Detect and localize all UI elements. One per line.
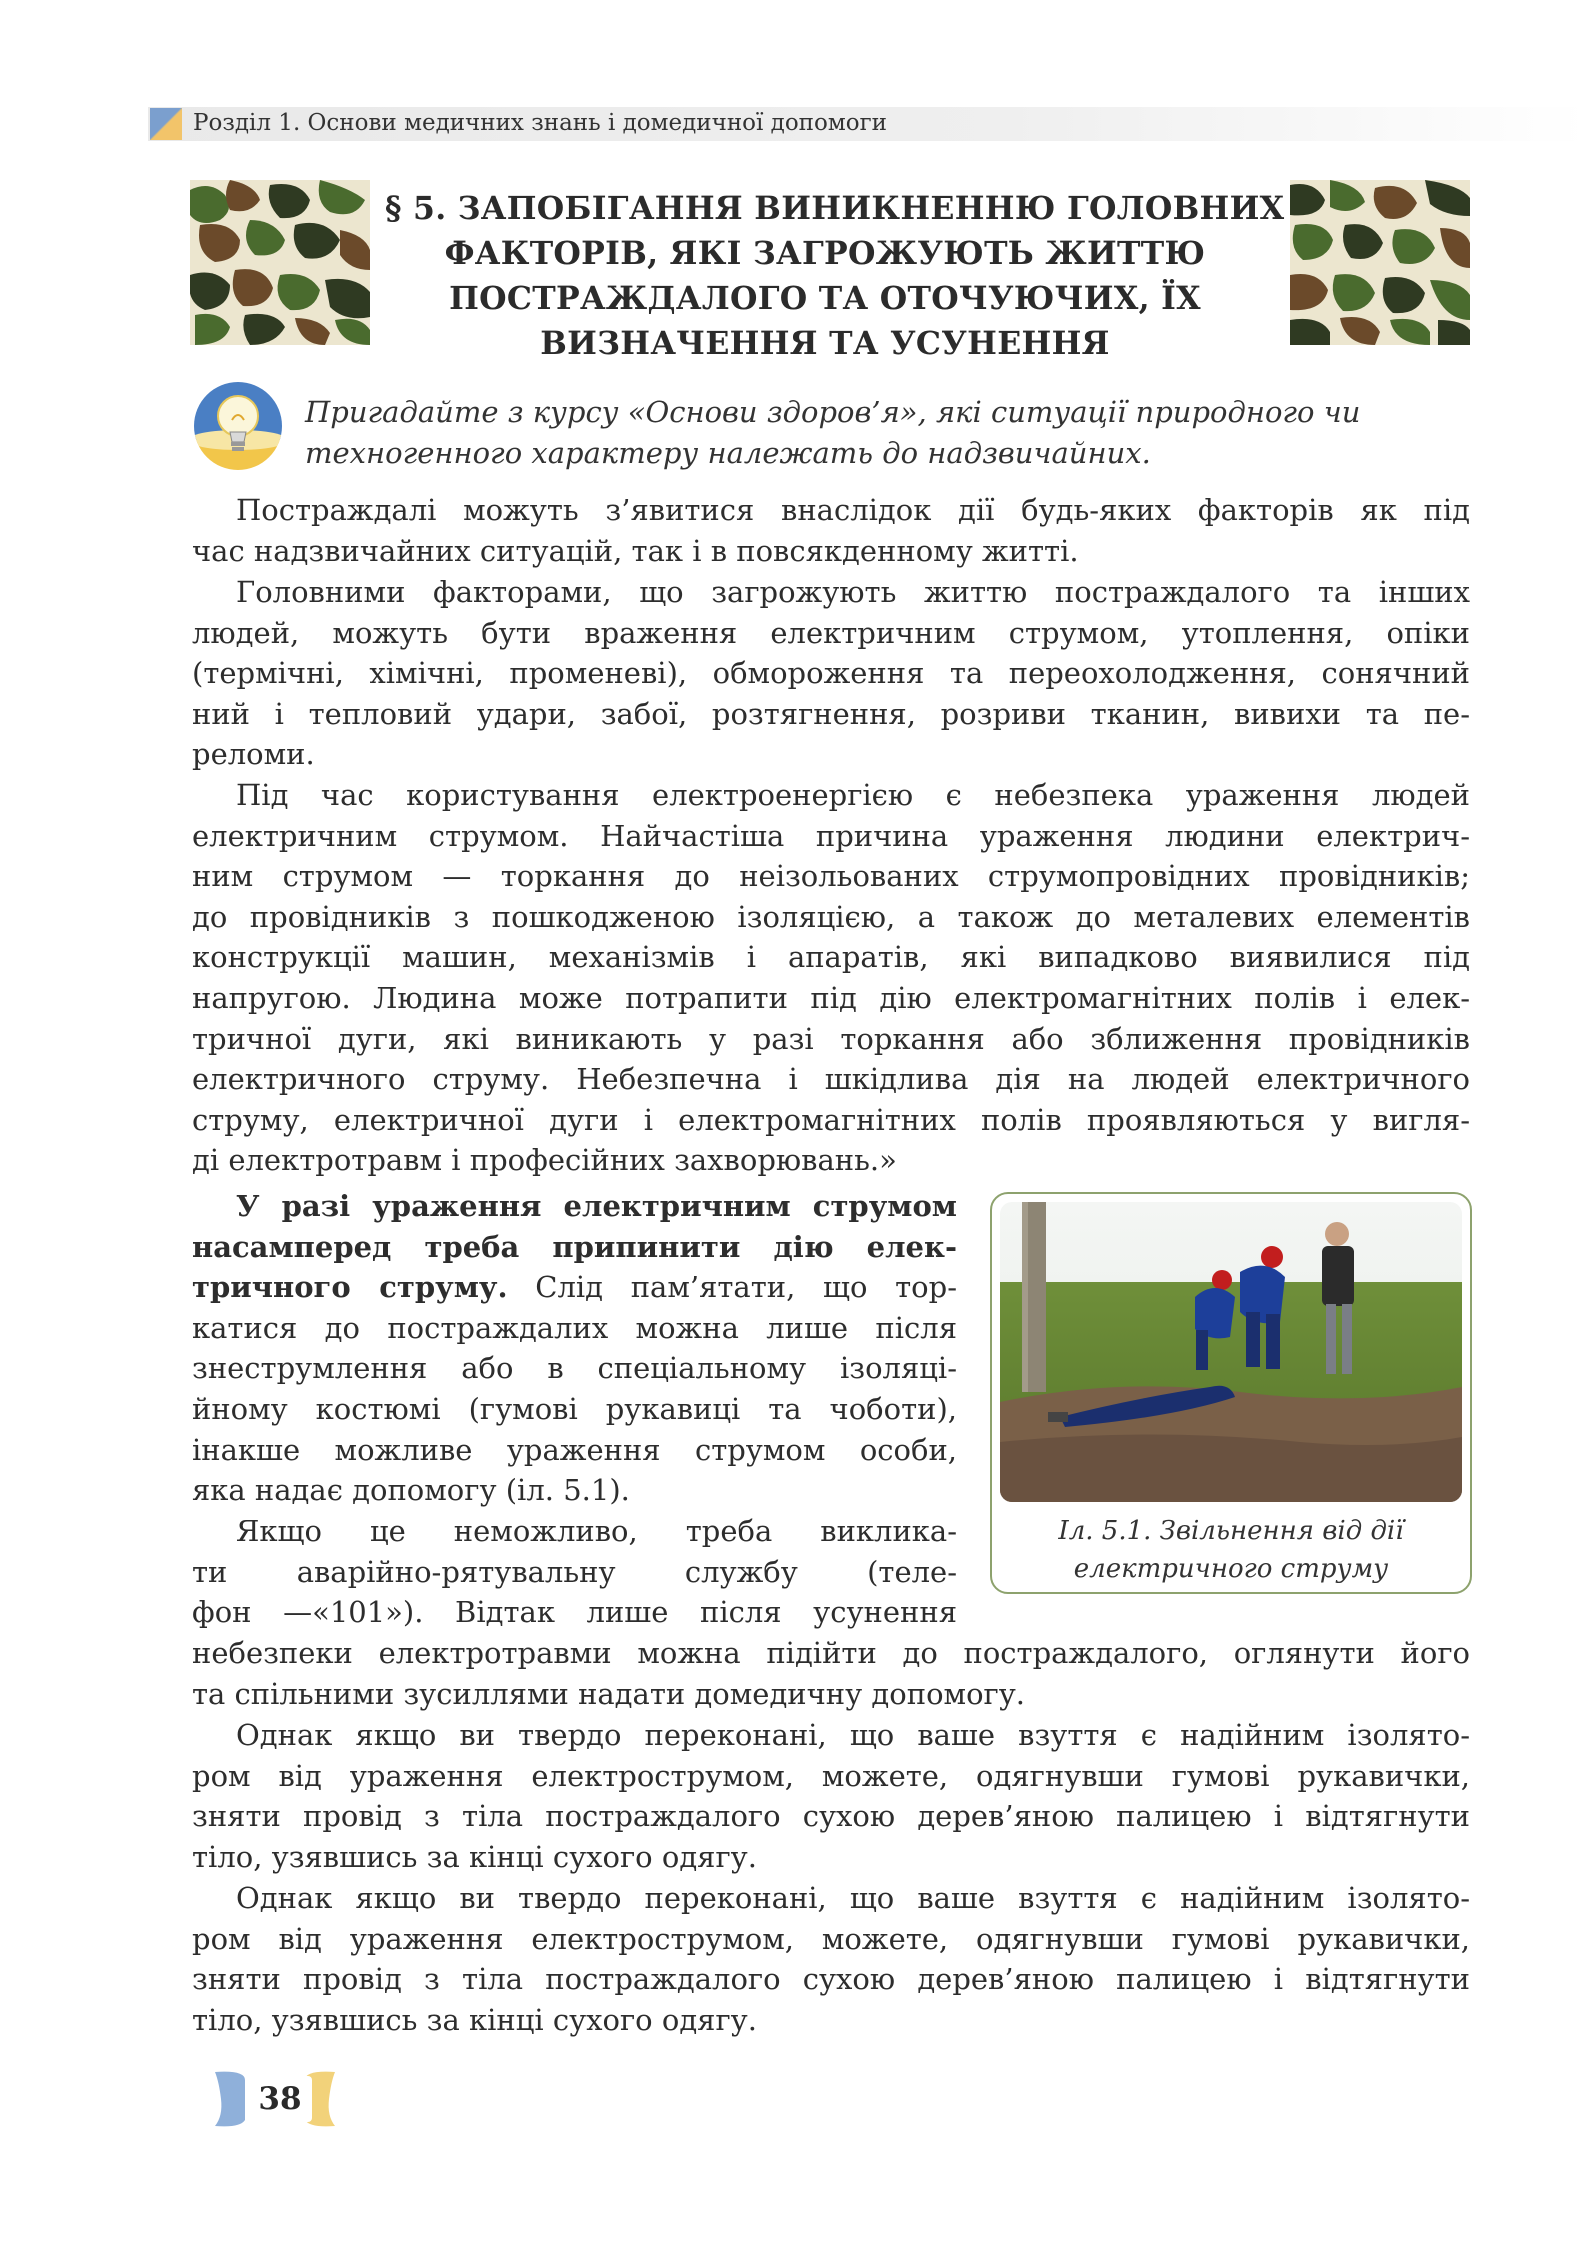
- text-line: катися до постраждалих можна лише після: [192, 1310, 957, 1345]
- text-line: зняти провід з тіла постраждалого сухою дерев’яною палицею і відтягнути: [192, 1962, 1470, 1997]
- bold-text: У разі ураження електричним струмом: [236, 1189, 957, 1223]
- recall-line: Пригадайте з курсу «Основи здоров’я», які ситуації природного чи: [305, 395, 1361, 429]
- paragraph-5-narrow: [192, 1511, 957, 1633]
- text-line: яка надає допомогу (іл. 5.1).: [192, 1473, 630, 1508]
- text-line: знеструмлення або в спеціальному ізоляці-: [192, 1351, 957, 1386]
- text-line: [192, 1186, 957, 1227]
- text-line: ти аварійно-рятувальну службу (теле-: [192, 1554, 957, 1589]
- caption-line: електричного струму: [1073, 1554, 1389, 1584]
- paragraph-7: [192, 1878, 1470, 2040]
- text-line: тіло, узявшись за кінці сухого одягу.: [192, 2002, 757, 2037]
- text-line: електричним струмом. Найчастіша причина ураження людини електрич-: [192, 818, 1470, 853]
- text-line: ром від ураження електрострумом, можете, одягнувши гумові рукавички,: [192, 1758, 1470, 1793]
- text-line: людей, можуть бути враження електричним струмом, утоплення, опіки: [192, 615, 1470, 650]
- page-number: 38: [248, 2076, 312, 2122]
- text-line: час надзвичайних ситуацій, так і в повсякденному житті.: [192, 533, 1079, 568]
- text-line: йному костюмі (гумові рукавиці та чоботи),: [192, 1391, 957, 1426]
- recall-prompt: [305, 392, 1470, 474]
- rescue-training-photo: [1000, 1202, 1462, 1502]
- text-line: інакше можливе ураження струмом особи,: [192, 1432, 957, 1467]
- figure-caption: [992, 1512, 1470, 1588]
- text-line: (термічні, хімічні, променеві), обмороження та переохолодження, сонячний: [192, 656, 1470, 691]
- lightbulb-icon: [192, 380, 284, 472]
- text-line: Постраждалі можуть з’явитися внаслідок дії будь-яких факторів як під: [236, 493, 1470, 527]
- paragraph-2: [192, 572, 1470, 775]
- paragraph-3: [192, 775, 1470, 1181]
- text-line: зняти провід з тіла постраждалого сухою дерев’яною палицею і відтягнути: [192, 1799, 1470, 1834]
- page-number-badge: [205, 2068, 345, 2130]
- paragraph-5-wide: [192, 1633, 1470, 1714]
- text-line: [192, 1227, 957, 1268]
- section-title: [385, 186, 1285, 366]
- camouflage-decoration-right: [1290, 180, 1470, 345]
- text-line: струму, електричної дуги і електромагнітних полів проявляються у вигля-: [192, 1102, 1470, 1137]
- text-line: Однак якщо ви твердо переконані, що ваше взуття є надійним ізолято-: [236, 1881, 1470, 1915]
- text-line: небезпеки електротравми можна підійти до постраждалого, оглянути його: [192, 1636, 1470, 1670]
- section-title-line: ПОСТРАЖДАЛОГО ТА ОТОЧУЮЧИХ, ЇХ: [449, 280, 1201, 317]
- text-line: до провідників з пошкодженою ізоляцією, а також до металевих елементів: [192, 899, 1470, 934]
- text-line: Під час користування електроенергією є небезпека ураження людей: [236, 778, 1470, 812]
- text-line: Головними факторами, що загрожують життю постраждалого та інших: [236, 575, 1470, 609]
- recall-line: техногенного характеру належать до надзвичайних.: [305, 436, 1151, 470]
- text-line: та спільними зусиллями надати домедичну допомогу.: [192, 1676, 1026, 1711]
- camouflage-decoration-left: [190, 180, 370, 345]
- paragraph-1: [192, 490, 1470, 571]
- text-run: Слід пам’ятати, що тор-: [507, 1270, 957, 1305]
- paragraph-4: [192, 1186, 957, 1511]
- section-title-line: ВИЗНАЧЕННЯ ТА УСУНЕННЯ: [540, 325, 1110, 362]
- text-line: ді електротравм і професійних захворювань.»: [192, 1143, 897, 1178]
- text-line: ром від ураження електрострумом, можете, одягнувши гумові рукавички,: [192, 1921, 1470, 1956]
- figure-5-1: [990, 1192, 1472, 1594]
- bold-text: тричного струму.: [192, 1270, 508, 1305]
- section-title-line: ФАКТОРІВ, ЯКІ ЗАГРОЖУЮТЬ ЖИТТЮ: [444, 235, 1206, 272]
- text-line: ним струмом — торкання до неізольованих струмопровідних провідників;: [192, 859, 1470, 894]
- running-header: Розділ 1. Основи медичних знань і домедичної допомоги: [193, 110, 887, 136]
- text-line: Однак якщо ви твердо переконані, що ваше взуття є надійним ізолято-: [236, 1718, 1470, 1752]
- text-line: напругою. Людина може потрапити під дію електромагнітних полів і елек-: [192, 980, 1470, 1015]
- text-line: тричної дуги, які виникають у разі торкання або зближення провідників: [192, 1021, 1470, 1056]
- header-corner-mark: [150, 108, 182, 140]
- text-line: реломи.: [192, 737, 315, 772]
- text-line: тіло, узявшись за кінці сухого одягу.: [192, 1839, 757, 1874]
- caption-line: Іл. 5.1. Звільнення від дії: [1058, 1516, 1404, 1546]
- text-line: електричного струму. Небезпечна і шкідлива дія на людей електричного: [192, 1062, 1470, 1097]
- paragraph-6: [192, 1715, 1470, 1877]
- text-line: Якщо це неможливо, треба виклика-: [236, 1514, 957, 1548]
- text-line: ний і тепловий удари, забої, розтягнення, розриви тканин, вивихи та пе-: [192, 696, 1470, 731]
- section-title-line: § 5. ЗАПОБІГАННЯ ВИНИКНЕННЮ ГОЛОВНИХ: [385, 190, 1285, 227]
- bold-text: насамперед треба припинити дію елек-: [192, 1229, 957, 1264]
- text-line: [192, 1267, 957, 1308]
- text-line: конструкції машин, механізмів і апаратів, які випадково виявилися під: [192, 940, 1470, 975]
- text-line: фон —«101»). Відтак лише після усунення: [192, 1595, 957, 1630]
